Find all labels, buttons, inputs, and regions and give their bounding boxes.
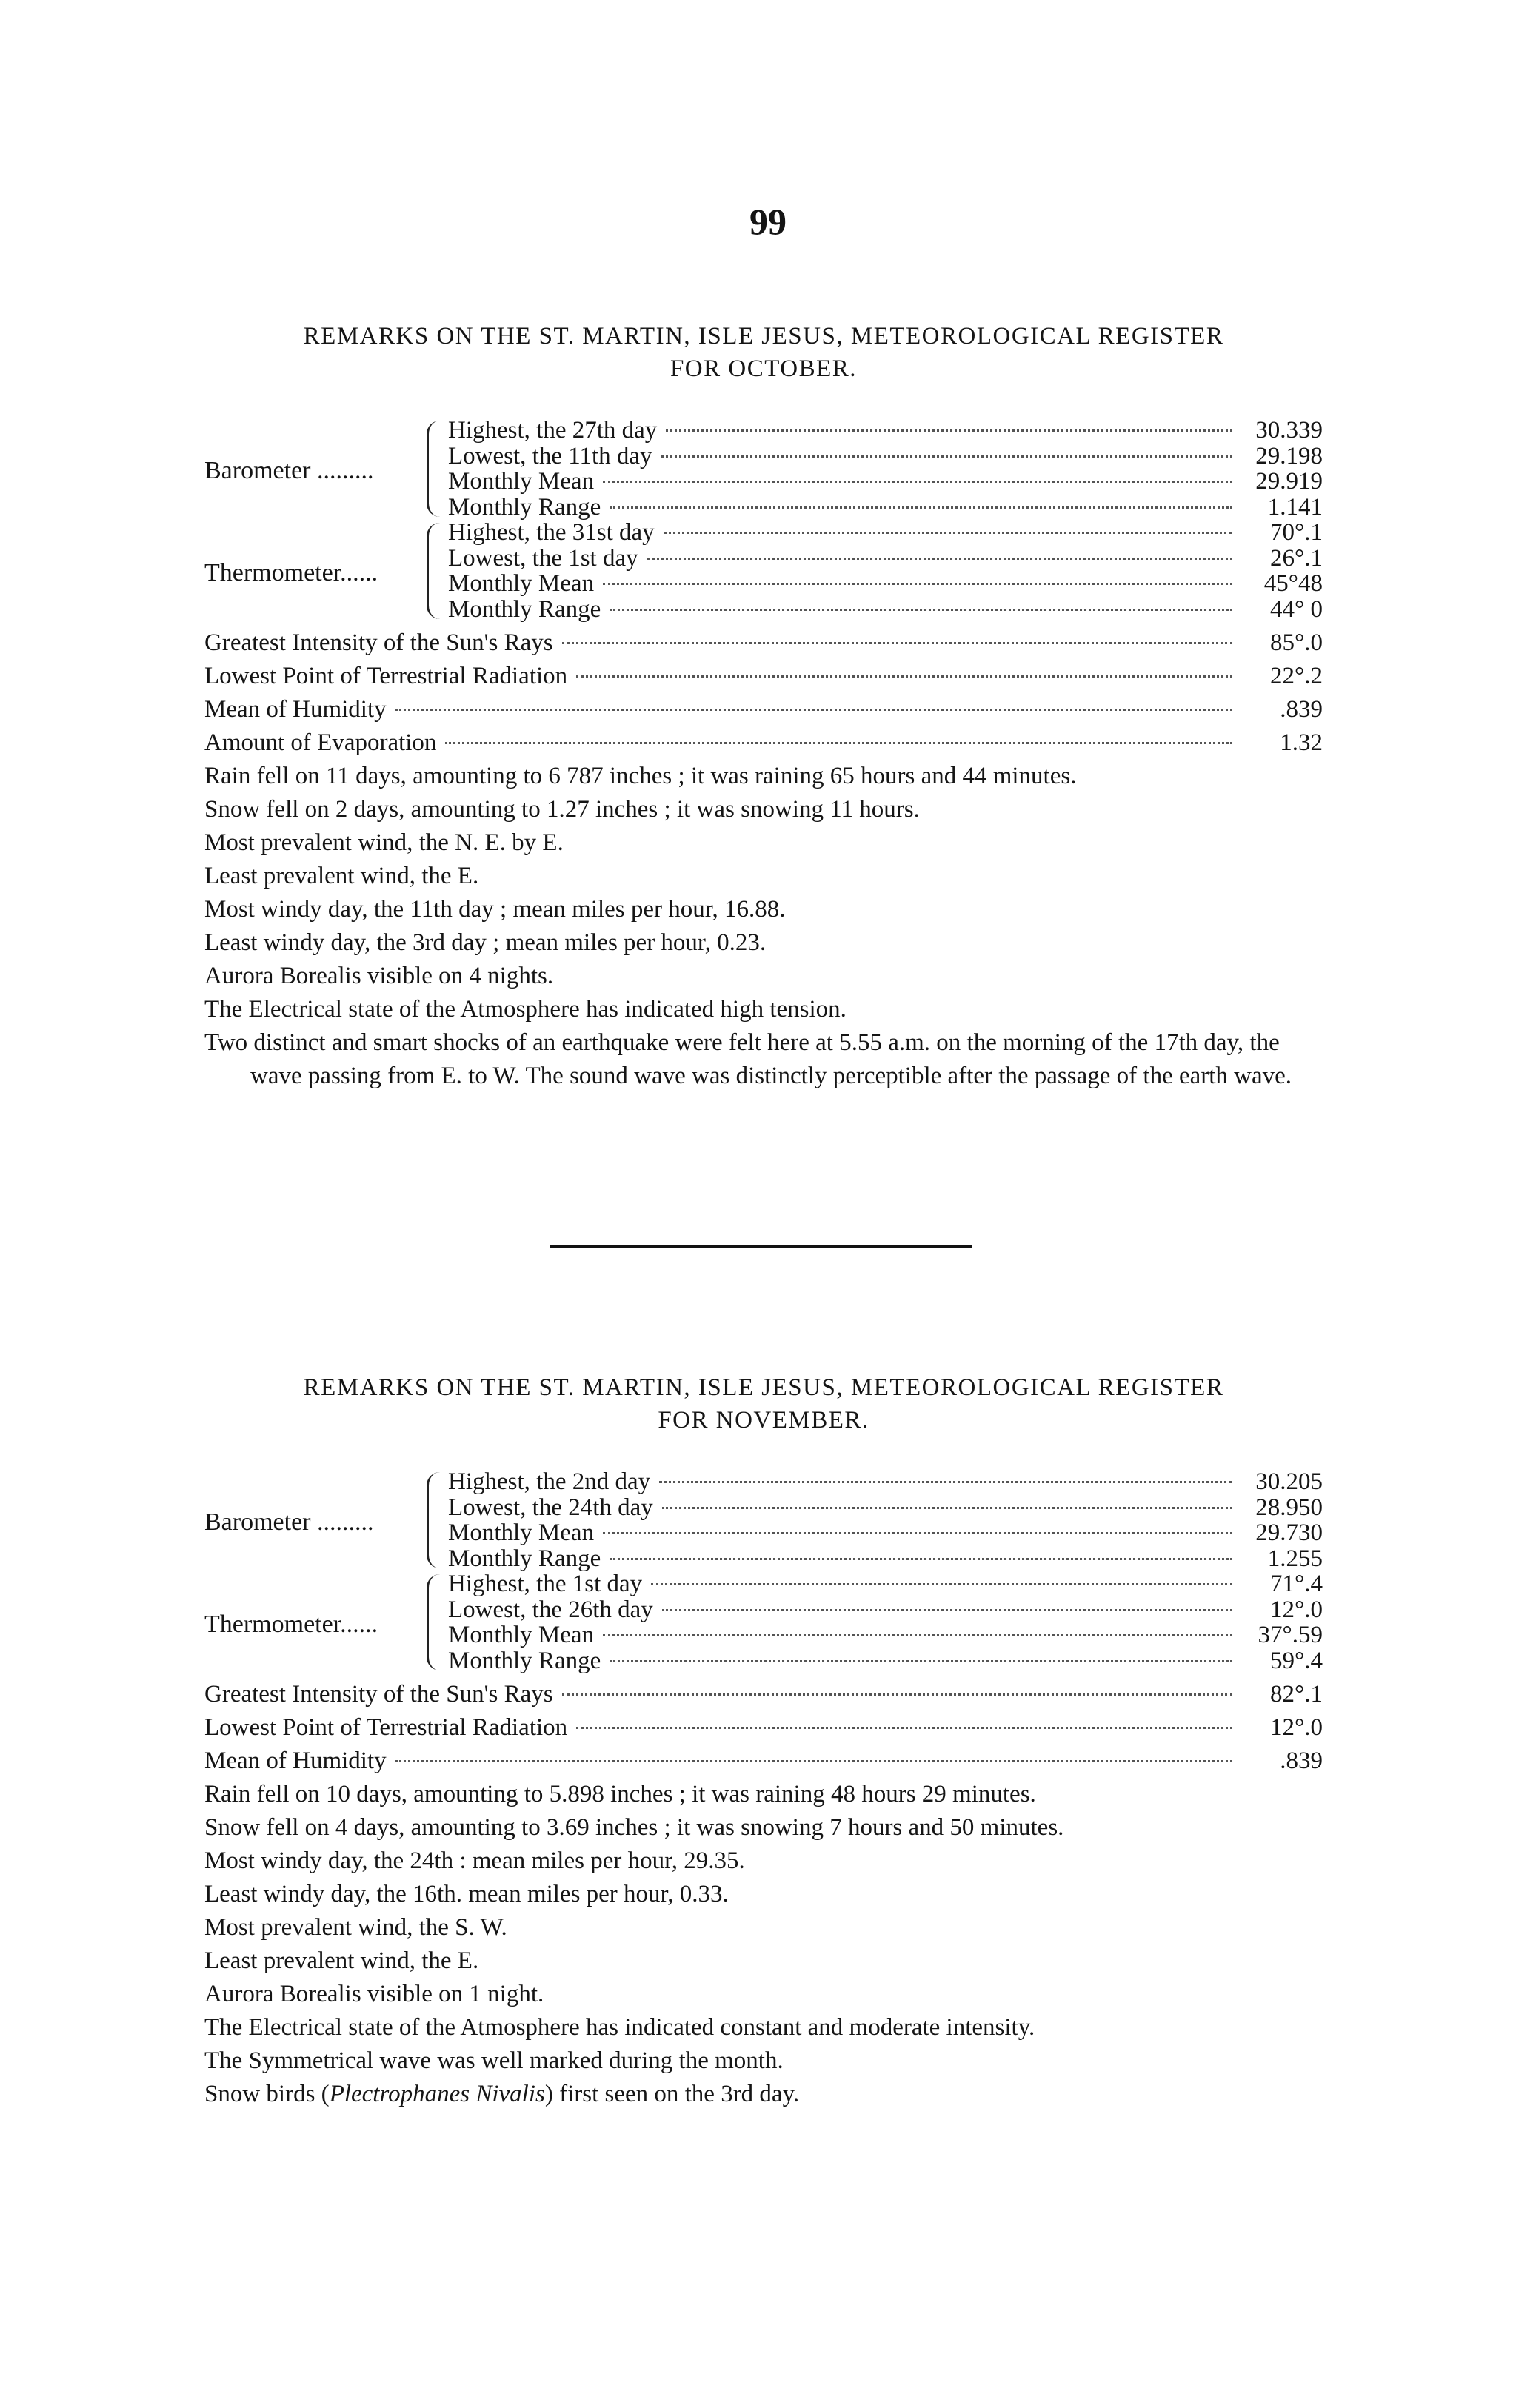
leader-dots — [603, 481, 1232, 483]
remark-line: Least prevalent wind, the E. — [204, 863, 479, 889]
snow-birds-line — [204, 2078, 1323, 2111]
november-title-line2: FOR NOVEMBER. — [658, 1407, 869, 1434]
item-value: 1.32 — [1280, 729, 1323, 756]
barometer-row — [448, 469, 1323, 495]
november-title — [204, 1371, 1323, 1437]
october-barometer — [204, 418, 1323, 520]
remark-line: The Symmetrical wave was well marked during the month. — [204, 2047, 784, 2074]
brace — [427, 1574, 444, 1670]
row-value: 12°.0 — [1270, 1596, 1323, 1623]
row-label: Monthly Mean — [448, 1622, 595, 1648]
row-value: 28.950 — [1255, 1494, 1323, 1521]
species-name: Plectrophanes Nivalis — [329, 2081, 545, 2107]
barometer-row — [448, 1495, 1323, 1521]
november-remarks — [204, 1371, 1323, 2111]
remark-line: Snow fell on 4 days, amounting to 3.69 inches ; it was snowing 7 hours and 50 minutes. — [204, 1814, 1064, 1841]
record-item — [204, 726, 1323, 760]
october-remarks — [204, 320, 1323, 1093]
snow-birds-after: ) first seen on the 3rd day. — [544, 2081, 800, 2107]
remark-line: Most prevalent wind, the N. E. by E. — [204, 829, 564, 856]
remark-line: Most windy day, the 11th day ; mean miles per hour, 16.88. — [204, 896, 786, 923]
item-value: 12°.0 — [1270, 1714, 1323, 1741]
record-item — [204, 1678, 1323, 1711]
october-title-line2: FOR OCTOBER. — [670, 355, 858, 382]
row-value: 1.141 — [1267, 493, 1323, 521]
barometer-row — [448, 444, 1323, 469]
leader-dots — [610, 1558, 1232, 1560]
row-value: 71°.4 — [1270, 1571, 1323, 1597]
leader-dots — [647, 558, 1232, 560]
barometer-label: Barometer ......... — [204, 1508, 374, 1536]
row-label: Monthly Mean — [448, 570, 595, 597]
row-label: Lowest, the 24th day — [448, 1494, 653, 1521]
row-label: Monthly Range — [448, 1545, 601, 1572]
thermometer-row — [448, 1597, 1323, 1623]
brace — [427, 523, 444, 619]
row-value: 59°.4 — [1270, 1647, 1323, 1674]
item-value: 82°.1 — [1270, 1681, 1323, 1708]
row-value: 45°48 — [1263, 570, 1323, 597]
barometer-row — [448, 1546, 1323, 1572]
october-title — [204, 320, 1323, 385]
leader-dots — [562, 1693, 1232, 1696]
leader-dots — [576, 675, 1232, 678]
remark-line: Rain fell on 10 days, amounting to 5.898 inches ; it was raining 48 hours 29 minutes. — [204, 1781, 1036, 1807]
row-label: Lowest, the 11th day — [448, 442, 652, 469]
leader-dots — [662, 1507, 1232, 1509]
snow-birds-before: Snow birds ( — [204, 2081, 330, 2107]
barometer-row — [448, 1469, 1323, 1495]
thermometer-row — [448, 1622, 1323, 1648]
row-value: 29.919 — [1255, 468, 1323, 495]
record-item — [204, 1711, 1323, 1745]
barometer-label: Barometer ......... — [204, 457, 374, 484]
leader-dots — [395, 709, 1232, 711]
row-label: Monthly Mean — [448, 468, 595, 495]
item-value: 22°.2 — [1270, 663, 1323, 689]
row-label: Highest, the 31st day — [448, 519, 655, 546]
item-value: .839 — [1280, 1748, 1323, 1774]
row-value: 30.205 — [1255, 1468, 1323, 1495]
november-title-line1: REMARKS ON THE ST. MARTIN, ISLE JESUS, METEOROLOGICAL REGISTER — [303, 1374, 1224, 1401]
leader-dots — [610, 506, 1232, 509]
record-item — [204, 626, 1323, 660]
leader-dots — [562, 642, 1232, 644]
remark-line: Most windy day, the 24th : mean miles per hour, 29.35. — [204, 1847, 745, 1874]
leader-dots — [651, 1583, 1232, 1585]
record-item — [204, 693, 1323, 726]
brace — [427, 1472, 444, 1568]
row-label: Monthly Range — [448, 1647, 601, 1674]
thermometer-label: Thermometer...... — [204, 559, 378, 586]
row-value: 1.255 — [1267, 1545, 1323, 1572]
row-value: 29.730 — [1255, 1519, 1323, 1546]
remark-line: Snow fell on 2 days, amounting to 1.27 inches ; it was snowing 11 hours. — [204, 796, 920, 823]
remark-line: The Electrical state of the Atmosphere has indicated constant and moderate intensity. — [204, 2014, 1035, 2041]
remark-line: Aurora Borealis visible on 1 night. — [204, 1981, 544, 2007]
november-barometer — [204, 1469, 1323, 1571]
thermometer-row — [448, 571, 1323, 597]
row-label: Highest, the 1st day — [448, 1571, 643, 1597]
leader-dots — [395, 1760, 1232, 1762]
earthquake-paragraph: Two distinct and smart shocks of an earthquake were felt here at 5.55 a.m. on the morning of the 17th day, the wave passing from E. to W. The sound wave was distinctly perceptible after the passage of the earth wave. — [204, 1029, 1292, 1089]
brace — [427, 421, 444, 517]
remark-line: The Electrical state of the Atmosphere has indicated high tension. — [204, 996, 847, 1023]
barometer-row — [448, 495, 1323, 521]
leader-dots — [603, 583, 1232, 585]
november-thermometer — [204, 1571, 1323, 1673]
item-label: Greatest Intensity of the Sun's Rays — [204, 1681, 553, 1708]
leader-dots — [664, 532, 1232, 534]
record-item — [204, 660, 1323, 693]
leader-dots — [661, 455, 1232, 458]
row-label: Monthly Range — [448, 493, 601, 521]
leader-dots — [662, 1609, 1232, 1611]
row-value: 26°.1 — [1270, 544, 1323, 572]
remark-line: Aurora Borealis visible on 4 nights. — [204, 963, 554, 989]
row-label: Monthly Mean — [448, 1519, 595, 1546]
leader-dots — [610, 1660, 1232, 1662]
item-label: Greatest Intensity of the Sun's Rays — [204, 629, 553, 656]
leader-dots — [610, 609, 1232, 611]
row-label: Highest, the 27th day — [448, 417, 658, 444]
thermometer-row — [448, 1571, 1323, 1597]
page-number: 99 — [749, 201, 787, 242]
leader-dots — [666, 429, 1232, 432]
leader-dots — [576, 1727, 1232, 1729]
item-label: Amount of Evaporation — [204, 729, 437, 756]
item-label: Lowest Point of Terrestrial Radiation — [204, 1714, 568, 1741]
leader-dots — [659, 1481, 1232, 1483]
leader-dots — [603, 1532, 1232, 1534]
remark-line: Most prevalent wind, the S. W. — [204, 1914, 507, 1941]
remark-line: Least prevalent wind, the E. — [204, 1947, 479, 1974]
row-label: Monthly Range — [448, 595, 601, 623]
row-value: 70°.1 — [1270, 519, 1323, 546]
item-label: Mean of Humidity — [204, 1748, 387, 1774]
leader-dots — [603, 1634, 1232, 1636]
remark-line: Rain fell on 11 days, amounting to 6 787 inches ; it was raining 65 hours and 44 minutes. — [204, 763, 1077, 789]
remark-line: Least windy day, the 16th. mean miles per hour, 0.33. — [204, 1881, 729, 1907]
row-label: Lowest, the 1st day — [448, 544, 638, 572]
barometer-row — [448, 1520, 1323, 1546]
section-divider — [550, 1245, 972, 1248]
row-value: 29.198 — [1255, 442, 1323, 469]
thermometer-row — [448, 597, 1323, 623]
row-value: 44° 0 — [1270, 595, 1323, 623]
thermometer-row — [448, 520, 1323, 546]
row-value: 37°.59 — [1258, 1622, 1323, 1648]
row-value: 30.339 — [1255, 417, 1323, 444]
item-value: .839 — [1280, 696, 1323, 723]
barometer-row — [448, 418, 1323, 444]
october-thermometer — [204, 520, 1323, 622]
item-label: Lowest Point of Terrestrial Radiation — [204, 663, 568, 689]
record-item — [204, 1745, 1323, 1778]
remark-line: Least windy day, the 3rd day ; mean miles per hour, 0.23. — [204, 929, 767, 956]
item-value: 85°.0 — [1270, 629, 1323, 656]
row-label: Highest, the 2nd day — [448, 1468, 651, 1495]
thermometer-label: Thermometer...... — [204, 1611, 378, 1638]
item-label: Mean of Humidity — [204, 696, 387, 723]
leader-dots — [445, 742, 1232, 744]
thermometer-row — [448, 1648, 1323, 1674]
october-title-line1: REMARKS ON THE ST. MARTIN, ISLE JESUS, METEOROLOGICAL REGISTER — [303, 323, 1224, 350]
thermometer-row — [448, 546, 1323, 572]
row-label: Lowest, the 26th day — [448, 1596, 653, 1623]
